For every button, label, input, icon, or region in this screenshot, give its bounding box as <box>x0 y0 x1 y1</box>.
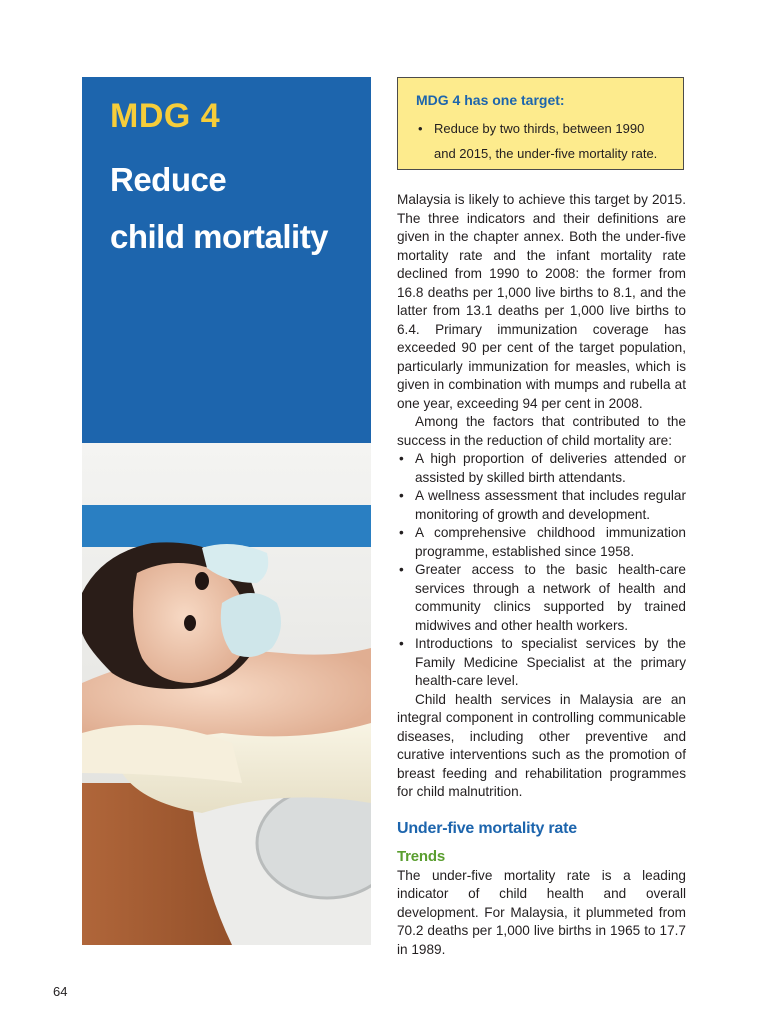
body-text <box>397 191 686 959</box>
section-heading: Under-five mortality rate <box>397 819 577 837</box>
paragraph: Child health services in Malaysia are an integral component in controlling communicable diseases, including other preventive and curative interventions such as the promotion of breast feeding and rehabilitation programmes for child malnutrition. <box>397 691 686 799</box>
baby-photo <box>82 443 371 945</box>
list-item: • A comprehensive childhood immunization programme, established since 1958. <box>397 524 686 561</box>
title-panel <box>82 77 371 443</box>
paragraph: The under-five mortality rate is a leading indicator of child health and overall development. For Malaysia, it plummeted from 70.2 deaths per 1,000 live births in 1965 to 17.7 in 1989. <box>397 867 686 957</box>
list-item: • A high proportion of deliveries attended or assisted by skilled birth attendants. <box>397 450 686 487</box>
goal-title <box>110 151 328 265</box>
page-number: 64 <box>53 984 68 999</box>
target-heading: MDG 4 has one target: <box>416 92 565 108</box>
target-box <box>397 77 684 170</box>
goal-code: MDG 4 <box>110 97 221 135</box>
goal-title-line-2: child mortality <box>110 218 329 255</box>
paragraph: Malaysia is likely to achieve this target by 2015. The three indicators and their definitions are given in the chapter annex. Both the under-five mortality rate and the infant mortality rate declined from 1990 to 2008: the former from 16.8 deaths per 1,000 live births to 8.1, and the latter from 13.1 deaths per 1,000 live births to 6.4. Primary immunization coverage has exceeded 90 per cent of the target population, particularly immunization for measles, which is given in combination with mumps and rubella at one year, exceeding 94 per cent in 2008. <box>397 192 686 411</box>
sub-heading: Trends <box>397 848 445 865</box>
list-item: • Introductions to specialist services by the Family Medicine Specialist at the primary health-care level. <box>397 635 686 691</box>
list-item: • Greater access to the basic health-care services through a network of health and community clinics supported by trained midwives and other health workers. <box>397 561 686 635</box>
goal-title-line-1: Reduce <box>110 161 227 198</box>
list-item: • A wellness assessment that includes regular monitoring of growth and development. <box>397 487 686 524</box>
paragraph: Among the factors that contributed to the success in the reduction of child mortality are: <box>397 414 686 448</box>
target-item: • Reduce by two thirds, between 1990 and 2015, the under-five mortality rate. <box>416 116 667 166</box>
factor-list <box>397 450 686 691</box>
